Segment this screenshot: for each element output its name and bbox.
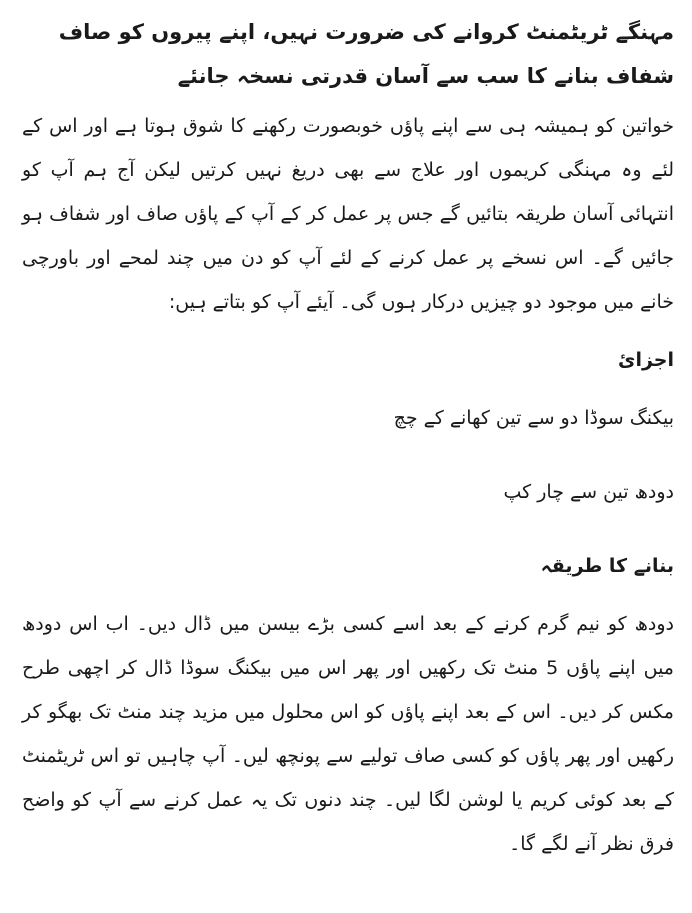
ingredient-item-milk: دودھ تین سے چار کپ — [503, 481, 674, 503]
method-paragraph: دودھ کو نیم گرم کرنے کے بعد اسے کسی بڑے بیسن میں ڈال دیں۔ اب اس دودھ میں اپنے پاؤں 5 منٹ تک رکھیں اور پھر اس میں بیکنگ سوڈا ڈال کر اچھی طرح مکس کر دیں۔ اس کے بعد اپنے پاؤں کو اس محلول میں مزید چند منٹ تک بھگو کر رکھیں اور پھر پاؤں کو کسی صاف تولیے سے پونچھ لیں۔ آپ چاہیں تو اس ٹریٹمنٹ کے بعد کوئی کریم یا لوشن لگا لیں۔ چند دنوں تک یہ عمل کرنے سے آپ کو واضح فرق نظر آنے لگے گا۔ — [22, 613, 674, 855]
article-body — [22, 10, 674, 872]
method-heading: بنانے کا طریقہ — [540, 555, 674, 577]
intro-paragraph: خواتین کو ہمیشہ ہی سے اپنے پاؤں خوبصورت رکھنے کا شوق ہوتا ہے اور اس کے لئے وہ مہنگی کریموں اور علاج سے بھی دریغ نہیں کرتیں لیکن آج ہم آپ کو انتہائی آسان طریقہ بتائیں گے جس پر عمل کر کے آپ کے پاؤں صاف اور شفاف ہو جائیں گے۔ اس نسخے پر عمل کرنے کے لئے آپ کو دن میں چند لمحے اور باورچی خانے میں موجود دو چیزیں درکار ہوں گی۔ آیئے آپ کو بتاتے ہیں: — [22, 115, 674, 313]
ingredients-heading: اجزائ — [618, 349, 674, 371]
article-title: مہنگے ٹریٹمنٹ کروانے کی ضرورت نہیں، اپنے پیروں کو صاف شفاف بنانے کا سب سے آسان قدرتی نسخہ جانئے — [58, 20, 674, 88]
ingredient-item-baking-soda: بیکنگ سوڈا دو سے تین کھانے کے چچ — [393, 407, 674, 429]
